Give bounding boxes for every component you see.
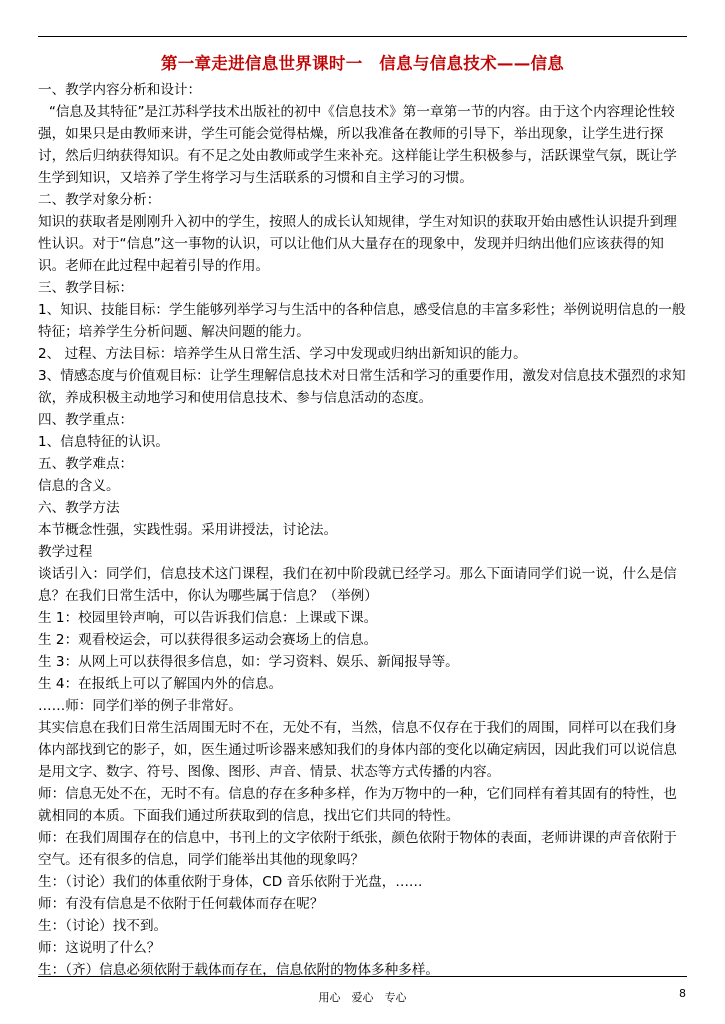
- dialogue-line: 师：在我们周围存在的信息中，书刊上的文字依附于纸张，颜色依附于物体的表面，老师讲课的声音依附于空气。还有很多的信息，同学们能举出其他的现象吗？: [38, 830, 677, 868]
- section-heading: 教学过程: [38, 544, 93, 560]
- body-paragraph: 1、信息特征的认识。: [38, 434, 169, 450]
- section-heading: 二、教学对象分析：: [38, 192, 161, 208]
- body-paragraph: “信息及其特征”是江苏科学技术出版社的初中《信息技术》第一章第一节的内容。由于这个内容理论性较强，如果只是由教师来讲，学生可能会觉得枯燥，所以我准备在教师的引导下，举出现象，让学生进行探讨，然后归纳获得知识。有不足之处由教师或学生来补充。这样能让学生积极参与，活跃课堂气氛，既让学生学到知识，又培养了学生将学习与生活联系的习惯和自主学习的习惯。: [38, 104, 677, 186]
- body-paragraph: 本节概念性强，实践性弱。采用讲授法，讨论法。: [38, 522, 338, 538]
- section-heading: 五、教学难点：: [38, 456, 134, 472]
- document-title: 第一章走进信息世界课时一 信息与信息技术——信息: [160, 54, 565, 73]
- footer-rule: [38, 976, 687, 977]
- dialogue-line: 生：（讨论）找不到。: [38, 918, 168, 934]
- section-heading: 四、教学重点：: [38, 412, 134, 428]
- dialogue-line: 谈话引入：同学们，信息技术这门课程，我们在初中阶段就已经学习。那么下面请同学们说一说，什么是信息？在我们日常生活中，你认为哪些属于信息？（举例）: [38, 566, 677, 604]
- footer-motto: 用心 爱心 专心: [318, 991, 407, 1004]
- dialogue-line: 生：（讨论）我们的体重依附于身体，CD 音乐依附于光盘，……: [38, 874, 423, 890]
- dialogue-line: 生 2：观看校运会，可以获得很多运动会赛场上的信息。: [38, 632, 378, 648]
- dialogue-line: 师：这说明了什么？: [38, 940, 161, 956]
- dialogue-line: ……师：同学们举的例子非常好。: [38, 698, 242, 714]
- body-paragraph: 知识的获取者是刚刚升入初中的学生，按照人的成长认知规律，学生对知识的获取开始由感性认识提升到理性认识。对于“信息”这一事物的认识，可以让他们从大量存在的现象中，发现并归纳出他们应该获得的知识。老师在此过程中起着引导的作用。: [38, 214, 677, 274]
- objective-item: 2、 过程、方法目标：培养学生从日常生活、学习中发现或归纳出新知识的能力。: [38, 346, 527, 362]
- objective-item: 3、情感态度与价值观目标：让学生理解信息技术对日常生活和学习的重要作用，激发对信息技术强烈的求知欲，养成积极主动地学习和使用信息技术、参与信息活动的态度。: [38, 368, 686, 406]
- section-heading: 一、教学内容分析和设计：: [38, 82, 202, 98]
- page-number: 8: [679, 987, 686, 1000]
- dialogue-line: 师：有没有信息是不依附于任何载体而存在呢？: [38, 896, 324, 912]
- section-heading: 三、教学目标：: [38, 280, 134, 296]
- document-body: [38, 79, 687, 981]
- dialogue-line: 师：信息无处不在，无时不有。信息的存在多种多样，作为万物中的一种，它们同样有着其固有的特性，也就相同的本质。下面我们通过所获取到的信息，找出它们共同的特性。: [38, 786, 677, 824]
- body-paragraph: 其实信息在我们日常生活周围无时不在，无处不有，当然，信息不仅存在于我们的周围，同样可以在我们身体内部找到它的影子，如，医生通过听诊器来感知我们的身体内部的变化以确定病因，因此我们可以说信息是用文字、数字、符号、图像、图形、声音、情景、状态等方式传播的内容。: [38, 720, 677, 780]
- objective-item: 1、知识、技能目标：学生能够列举学习与生活中的各种信息，感受信息的丰富多彩性；举例说明信息的一般特征；培养学生分析问题、解决问题的能力。: [38, 302, 686, 340]
- header-rule: [38, 36, 687, 37]
- section-heading: 六、教学方法: [38, 500, 120, 516]
- body-paragraph: 信息的含义。: [38, 478, 120, 494]
- dialogue-line: 生 3：从网上可以获得很多信息，如：学习资料、娱乐、新闻报导等。: [38, 654, 459, 670]
- dialogue-line: 生：（齐）信息必须依附于载体而存在，信息依附的物体多种多样。: [38, 962, 440, 978]
- dialogue-line: 生 1：校园里铃声响，可以告诉我们信息：上课或下课。: [38, 610, 378, 626]
- dialogue-line: 生 4：在报纸上可以了解国内外的信息。: [38, 676, 283, 692]
